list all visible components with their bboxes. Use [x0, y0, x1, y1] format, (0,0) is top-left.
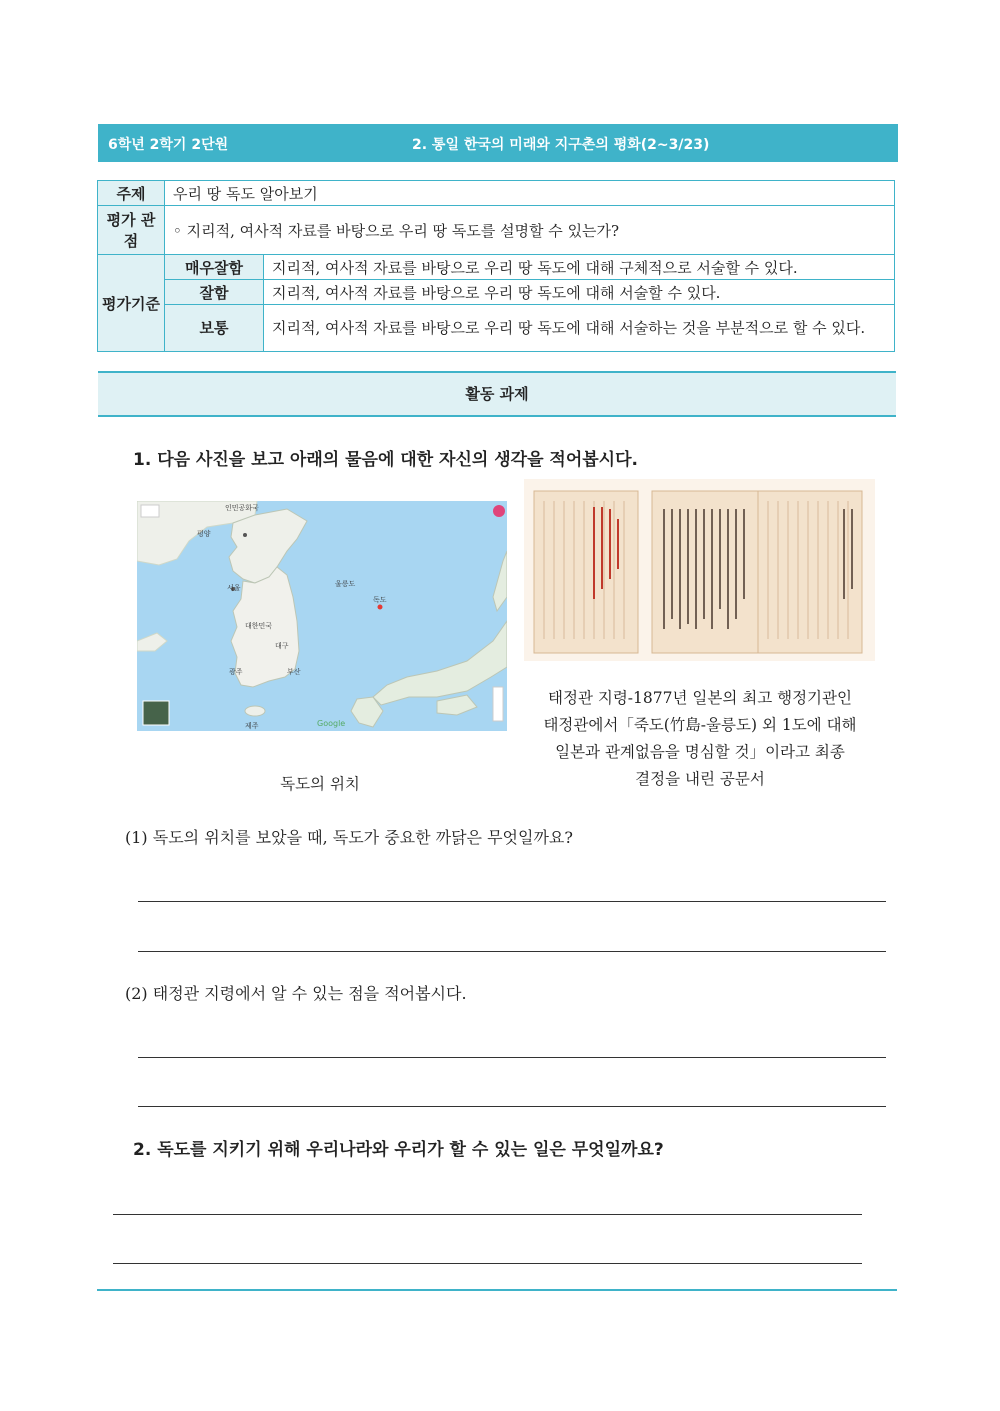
sub-question-1: (1) 독도의 위치를 보았을 때, 독도가 중요한 까닭은 무엇일까요? — [125, 828, 573, 847]
dajokan-document-photo — [524, 479, 875, 661]
level-good-text: 지리적, 여사적 자료를 바탕으로 우리 땅 독도에 대해 서술할 수 있다. — [264, 280, 895, 305]
answer-line-1b[interactable] — [138, 951, 886, 952]
map-label-seoul: 서울 — [227, 584, 241, 592]
answer-line-1a[interactable] — [138, 901, 886, 902]
map-label-jeju: 제주 — [245, 722, 259, 730]
footer-rule — [97, 1289, 897, 1291]
map-label-dprk: 인민공화국 — [225, 504, 259, 512]
map-label-busan: 부산 — [287, 668, 301, 676]
document-caption-line-4: 결정을 내린 공문서 — [635, 770, 765, 788]
answer-line-3a[interactable] — [113, 1214, 862, 1215]
unit-header-bar — [98, 124, 898, 162]
answer-line-3b[interactable] — [113, 1263, 862, 1264]
map-label-ulleungdo: 울릉도 — [335, 580, 356, 588]
answer-line-2b[interactable] — [138, 1106, 886, 1107]
standard-label: 평가기준 — [98, 255, 165, 352]
level-excellent-label: 매우잘함 — [165, 255, 264, 280]
document-caption-line-3: 일본과 관계없음을 명심할 것」이라고 최종 — [555, 743, 845, 761]
activity-title: 활동 과제 — [98, 371, 896, 417]
document-caption-line-2: 태정관에서「죽도(竹島-울릉도) 외 1도에 대해 — [543, 716, 857, 734]
map-label-daegu: 대구 — [275, 642, 289, 650]
map-caption: 독도의 위치 — [280, 775, 360, 793]
topic-label: 주제 — [98, 181, 165, 206]
level-good-label: 잘함 — [165, 280, 264, 305]
document-caption — [510, 685, 890, 793]
level-fair-text: 지리적, 여사적 자료를 바탕으로 우리 땅 독도에 대해 서술하는 것을 부분적으로 할 수 있다. — [264, 305, 895, 352]
level-excellent-text: 지리적, 여사적 자료를 바탕으로 우리 땅 독도에 대해 구체적으로 서술할 수 있다. — [264, 255, 895, 280]
google-logo: Google — [317, 719, 346, 728]
topic-text: 우리 땅 독도 알아보기 — [165, 181, 895, 206]
document-graphic — [524, 479, 875, 661]
evaluation-table — [97, 180, 895, 352]
question-1: 1. 다음 사진을 보고 아래의 물음에 대한 자신의 생각을 적어봅시다. — [133, 450, 638, 470]
viewpoint-text: ◦ 지리적, 여사적 자료를 바탕으로 우리 땅 독도를 설명할 수 있는가? — [165, 206, 895, 255]
viewpoint-label: 평가 관점 — [98, 206, 165, 255]
sub-question-2: (2) 태정관 지령에서 알 수 있는 점을 적어봅시다. — [125, 984, 467, 1003]
dokdo-location-map — [137, 501, 507, 731]
lesson-title: 2. 통일 한국의 미래와 지구촌의 평화(2~3/23) — [412, 137, 710, 153]
map-label-korea: 대한민국 — [245, 622, 273, 630]
map-label-pyongyang: 평양 — [197, 530, 211, 538]
document-caption-line-1: 태정관 지령-1877년 일본의 최고 행정기관인 — [548, 689, 852, 707]
dokdo-marker — [378, 605, 383, 610]
grade-label: 6학년 2학기 2단원 — [108, 137, 229, 153]
question-2: 2. 독도를 지키기 위해 우리나라와 우리가 할 수 있는 일은 무엇일까요? — [133, 1140, 664, 1160]
level-fair-label: 보통 — [165, 305, 264, 352]
answer-line-2a[interactable] — [138, 1057, 886, 1058]
map-label-dokdo: 독도 — [373, 596, 387, 604]
map-graphic — [137, 501, 507, 731]
map-label-gwangju: 광주 — [229, 668, 243, 676]
